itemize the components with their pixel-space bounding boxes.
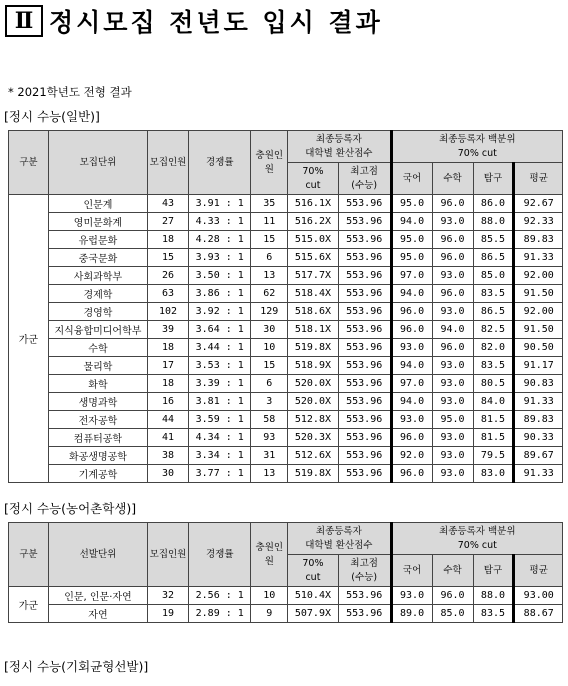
table-cell: 94.0 — [391, 393, 432, 411]
section-title-general: [정시 수능(일반)] — [4, 109, 100, 124]
table-cell: 지식융합미디어학부 — [48, 321, 147, 339]
page-header — [5, 4, 383, 38]
header-pct-label: 최종등록자 백분위 — [439, 133, 516, 145]
table-row — [9, 339, 563, 357]
header-pct — [391, 131, 562, 163]
table-cell: 553.96 — [338, 393, 391, 411]
table-cell: 19 — [148, 605, 189, 623]
header-final-conv-label: 최종등록자 — [315, 133, 362, 145]
results-table-rural — [8, 522, 563, 623]
header-explore: 탐구 — [473, 555, 514, 587]
table-cell: 63 — [148, 285, 189, 303]
table-cell: 90.83 — [514, 375, 563, 393]
header-pct-sub: 70% cut — [457, 539, 497, 551]
table-cell: 96.0 — [432, 285, 473, 303]
table-cell: 90.50 — [514, 339, 563, 357]
header-max-label: 최고점 — [350, 165, 378, 177]
table-cell: 93.0 — [432, 303, 473, 321]
table-cell: 96.0 — [391, 303, 432, 321]
header-p70 — [288, 555, 339, 587]
table-cell: 92.33 — [514, 213, 563, 231]
table-cell: 15 — [251, 231, 288, 249]
section-title-opportunity: [정시 수능(기회균형선발)] — [4, 659, 149, 674]
table-cell: 83.5 — [473, 285, 514, 303]
table-cell: 44 — [148, 411, 189, 429]
table-cell: 94.0 — [391, 357, 432, 375]
table-cell: 3.77 : 1 — [188, 465, 251, 483]
table-cell: 89.67 — [514, 447, 563, 465]
header-gubun: 구분 — [9, 523, 49, 587]
table-cell: 3.53 : 1 — [188, 357, 251, 375]
header-pct — [391, 523, 562, 555]
year-note: * 2021학년도 전형 결과 — [8, 85, 132, 99]
table-cell: 93.0 — [432, 267, 473, 285]
group-cell: 가군 — [9, 195, 49, 483]
table-cell: 경제학 — [48, 285, 147, 303]
table-cell: 4.34 : 1 — [188, 429, 251, 447]
header-final-conv — [288, 523, 391, 555]
table-cell: 38 — [148, 447, 189, 465]
table-cell: 85.0 — [432, 605, 473, 623]
table-cell: 86.5 — [473, 249, 514, 267]
table-cell: 520.3X — [288, 429, 339, 447]
table-cell: 507.9X — [288, 605, 339, 623]
table-cell: 520.0X — [288, 375, 339, 393]
table-cell: 컴퓨터공학 — [48, 429, 147, 447]
table-cell: 553.96 — [338, 213, 391, 231]
table-cell: 3.64 : 1 — [188, 321, 251, 339]
table-cell: 89.0 — [391, 605, 432, 623]
table-cell: 512.8X — [288, 411, 339, 429]
table-cell: 93.0 — [432, 375, 473, 393]
header-max — [338, 163, 391, 195]
table-cell: 93.0 — [432, 357, 473, 375]
header-final-conv-sub: 대학별 환산점수 — [305, 539, 373, 551]
table-cell: 전자공학 — [48, 411, 147, 429]
table-cell: 수학 — [48, 339, 147, 357]
table-cell: 102 — [148, 303, 189, 321]
table-row — [9, 303, 563, 321]
table-cell: 95.0 — [391, 231, 432, 249]
table-cell: 4.33 : 1 — [188, 213, 251, 231]
table-cell: 553.96 — [338, 249, 391, 267]
table-cell: 유럽문화 — [48, 231, 147, 249]
table-cell: 553.96 — [338, 267, 391, 285]
header-fill: 충원인원 — [251, 523, 288, 587]
table-cell: 3 — [251, 393, 288, 411]
table-cell: 96.0 — [391, 321, 432, 339]
table-cell: 기계공학 — [48, 465, 147, 483]
table-cell: 83.5 — [473, 357, 514, 375]
table-cell: 93.0 — [391, 339, 432, 357]
header-max-sub: (수능) — [351, 571, 378, 583]
table-cell: 91.33 — [514, 465, 563, 483]
table-row — [9, 285, 563, 303]
table-cell: 81.5 — [473, 411, 514, 429]
table-cell: 95.0 — [432, 411, 473, 429]
table-cell: 3.34 : 1 — [188, 447, 251, 465]
header-max-sub: (수능) — [351, 179, 378, 191]
table-cell: 86.0 — [473, 195, 514, 213]
table-cell: 2.56 : 1 — [188, 587, 251, 605]
table-row — [9, 357, 563, 375]
table-cell: 9 — [251, 605, 288, 623]
table-cell: 92.00 — [514, 267, 563, 285]
table-row — [9, 465, 563, 483]
table-cell: 26 — [148, 267, 189, 285]
table-cell: 95.0 — [391, 195, 432, 213]
table-row — [9, 267, 563, 285]
header-recruit: 모집인원 — [148, 523, 189, 587]
table-cell: 516.1X — [288, 195, 339, 213]
table-cell: 화공생명공학 — [48, 447, 147, 465]
header-ratio: 경쟁률 — [188, 131, 251, 195]
table-row — [9, 195, 563, 213]
group-cell: 가군 — [9, 587, 49, 623]
table-body-rural — [9, 587, 563, 623]
table-cell: 96.0 — [432, 231, 473, 249]
table-cell: 13 — [251, 465, 288, 483]
table-cell: 94.0 — [432, 321, 473, 339]
table-cell: 553.96 — [338, 303, 391, 321]
table-row — [9, 605, 563, 623]
table-cell: 81.5 — [473, 429, 514, 447]
table-cell: 사회과학부 — [48, 267, 147, 285]
table-row — [9, 393, 563, 411]
table-cell: 자연 — [48, 605, 147, 623]
table-cell: 89.83 — [514, 231, 563, 249]
table-cell: 90.33 — [514, 429, 563, 447]
header-math: 수학 — [432, 555, 473, 587]
header-math: 수학 — [432, 163, 473, 195]
header-kor: 국어 — [391, 555, 432, 587]
table-cell: 517.7X — [288, 267, 339, 285]
table-cell: 80.5 — [473, 375, 514, 393]
header-final-conv-sub: 대학별 환산점수 — [305, 147, 373, 159]
table-cell: 4.28 : 1 — [188, 231, 251, 249]
table-cell: 553.96 — [338, 465, 391, 483]
table-cell: 중국문화 — [48, 249, 147, 267]
table-cell: 85.0 — [473, 267, 514, 285]
table-cell: 96.0 — [432, 339, 473, 357]
table-row — [9, 231, 563, 249]
table-cell: 553.96 — [338, 605, 391, 623]
header-pct-sub: 70% cut — [457, 147, 497, 159]
table-cell: 96.0 — [391, 429, 432, 447]
table-cell: 62 — [251, 285, 288, 303]
table-cell: 83.0 — [473, 465, 514, 483]
table-cell: 518.9X — [288, 357, 339, 375]
table-cell: 3.50 : 1 — [188, 267, 251, 285]
table-cell: 92.67 — [514, 195, 563, 213]
table-row — [9, 587, 563, 605]
table-cell: 30 — [148, 465, 189, 483]
header-avg: 평균 — [514, 163, 563, 195]
table-cell: 93.0 — [391, 587, 432, 605]
table-cell: 93.0 — [432, 465, 473, 483]
table-cell: 6 — [251, 375, 288, 393]
table-cell: 32 — [148, 587, 189, 605]
table-cell: 18 — [148, 375, 189, 393]
table-cell: 518.6X — [288, 303, 339, 321]
header-ratio: 경쟁률 — [188, 523, 251, 587]
table-cell: 96.0 — [432, 195, 473, 213]
table-cell: 물리학 — [48, 357, 147, 375]
table-cell: 27 — [148, 213, 189, 231]
table-cell: 91.50 — [514, 321, 563, 339]
table-cell: 18 — [148, 231, 189, 249]
table-cell: 553.96 — [338, 321, 391, 339]
table-cell: 96.0 — [391, 465, 432, 483]
table-body-general — [9, 195, 563, 483]
table-cell: 520.0X — [288, 393, 339, 411]
table-cell: 519.8X — [288, 339, 339, 357]
header-fill: 충원인원 — [251, 131, 288, 195]
table-cell: 516.2X — [288, 213, 339, 231]
page-title: 정시모집 전년도 입시 결과 — [49, 8, 383, 37]
table-cell: 553.96 — [338, 429, 391, 447]
table-cell: 91.17 — [514, 357, 563, 375]
table-cell: 18 — [148, 339, 189, 357]
table-row — [9, 375, 563, 393]
table-row — [9, 213, 563, 231]
table-cell: 88.0 — [473, 213, 514, 231]
header-kor: 국어 — [391, 163, 432, 195]
table-cell: 86.5 — [473, 303, 514, 321]
table-cell: 경영학 — [48, 303, 147, 321]
roman-numeral-box: Ⅱ — [5, 5, 43, 37]
table-cell: 92.00 — [514, 303, 563, 321]
table-cell: 3.93 : 1 — [188, 249, 251, 267]
table-cell: 82.0 — [473, 339, 514, 357]
section-title-rural: [정시 수능(농어촌학생)] — [4, 501, 137, 516]
table-cell: 553.96 — [338, 411, 391, 429]
header-pct-label: 최종등록자 백분위 — [439, 525, 516, 537]
table-cell: 553.96 — [338, 195, 391, 213]
table-cell: 3.59 : 1 — [188, 411, 251, 429]
table-cell: 512.6X — [288, 447, 339, 465]
header-recruit: 모집인원 — [148, 131, 189, 195]
table-cell: 15 — [251, 357, 288, 375]
table-cell: 518.1X — [288, 321, 339, 339]
header-p70-unit: cut — [305, 179, 321, 191]
table-cell: 93.0 — [432, 213, 473, 231]
table-cell: 83.5 — [473, 605, 514, 623]
table-cell: 95.0 — [391, 249, 432, 267]
table-row — [9, 447, 563, 465]
table-cell: 553.96 — [338, 587, 391, 605]
table-cell: 3.81 : 1 — [188, 393, 251, 411]
results-table-general — [8, 130, 563, 483]
table-cell: 510.4X — [288, 587, 339, 605]
header-explore: 탐구 — [473, 163, 514, 195]
table-cell: 30 — [251, 321, 288, 339]
table-cell: 인문, 인문·자연 — [48, 587, 147, 605]
table-cell: 88.67 — [514, 605, 563, 623]
table-cell: 553.96 — [338, 285, 391, 303]
table-cell: 91.33 — [514, 393, 563, 411]
table-cell: 10 — [251, 339, 288, 357]
table-cell: 2.89 : 1 — [188, 605, 251, 623]
table-cell: 3.86 : 1 — [188, 285, 251, 303]
header-p70-label: 70% — [302, 557, 324, 569]
table-cell: 93 — [251, 429, 288, 447]
table-cell: 11 — [251, 213, 288, 231]
table-cell: 89.83 — [514, 411, 563, 429]
header-unit: 선발단위 — [48, 523, 147, 587]
table-cell: 16 — [148, 393, 189, 411]
header-final-conv — [288, 131, 391, 163]
table-cell: 84.0 — [473, 393, 514, 411]
table-cell: 553.96 — [338, 447, 391, 465]
table-cell: 515.6X — [288, 249, 339, 267]
table-cell: 96.0 — [432, 249, 473, 267]
header-final-conv-label: 최종등록자 — [315, 525, 362, 537]
table-cell: 129 — [251, 303, 288, 321]
table-cell: 화학 — [48, 375, 147, 393]
table-cell: 3.44 : 1 — [188, 339, 251, 357]
table-cell: 88.0 — [473, 587, 514, 605]
table-cell: 553.96 — [338, 375, 391, 393]
table-cell: 3.91 : 1 — [188, 195, 251, 213]
header-gubun: 구분 — [9, 131, 49, 195]
table-cell: 10 — [251, 587, 288, 605]
table-cell: 93.00 — [514, 587, 563, 605]
header-avg: 평균 — [514, 555, 563, 587]
table-cell: 93.0 — [391, 411, 432, 429]
table-cell: 85.5 — [473, 231, 514, 249]
table-cell: 41 — [148, 429, 189, 447]
table-cell: 93.0 — [432, 447, 473, 465]
table-cell: 생명과학 — [48, 393, 147, 411]
table-cell: 96.0 — [432, 587, 473, 605]
table-row — [9, 411, 563, 429]
table-row — [9, 249, 563, 267]
table-cell: 515.0X — [288, 231, 339, 249]
table-cell: 13 — [251, 267, 288, 285]
table-cell: 79.5 — [473, 447, 514, 465]
table-cell: 518.4X — [288, 285, 339, 303]
table-cell: 6 — [251, 249, 288, 267]
table-cell: 91.50 — [514, 285, 563, 303]
table-cell: 58 — [251, 411, 288, 429]
table-cell: 93.0 — [432, 429, 473, 447]
header-max-label: 최고점 — [350, 557, 378, 569]
table-cell: 82.5 — [473, 321, 514, 339]
table-cell: 92.0 — [391, 447, 432, 465]
table-cell: 31 — [251, 447, 288, 465]
table-cell: 3.39 : 1 — [188, 375, 251, 393]
header-unit: 모집단위 — [48, 131, 147, 195]
table-cell: 553.96 — [338, 357, 391, 375]
header-max — [338, 555, 391, 587]
table-cell: 97.0 — [391, 375, 432, 393]
table-cell: 94.0 — [391, 213, 432, 231]
table-cell: 519.8X — [288, 465, 339, 483]
table-cell: 인문계 — [48, 195, 147, 213]
table-cell: 97.0 — [391, 267, 432, 285]
table-cell: 35 — [251, 195, 288, 213]
table-cell: 15 — [148, 249, 189, 267]
table-row — [9, 429, 563, 447]
table-cell: 43 — [148, 195, 189, 213]
table-cell: 39 — [148, 321, 189, 339]
header-p70-unit: cut — [305, 571, 321, 583]
table-cell: 3.92 : 1 — [188, 303, 251, 321]
table-cell: 553.96 — [338, 231, 391, 249]
table-row — [9, 321, 563, 339]
table-cell: 94.0 — [391, 285, 432, 303]
table-cell: 91.33 — [514, 249, 563, 267]
header-p70 — [288, 163, 339, 195]
header-p70-label: 70% — [302, 165, 324, 177]
table-cell: 17 — [148, 357, 189, 375]
table-cell: 93.0 — [432, 393, 473, 411]
table-cell: 영미문화계 — [48, 213, 147, 231]
table-cell: 553.96 — [338, 339, 391, 357]
